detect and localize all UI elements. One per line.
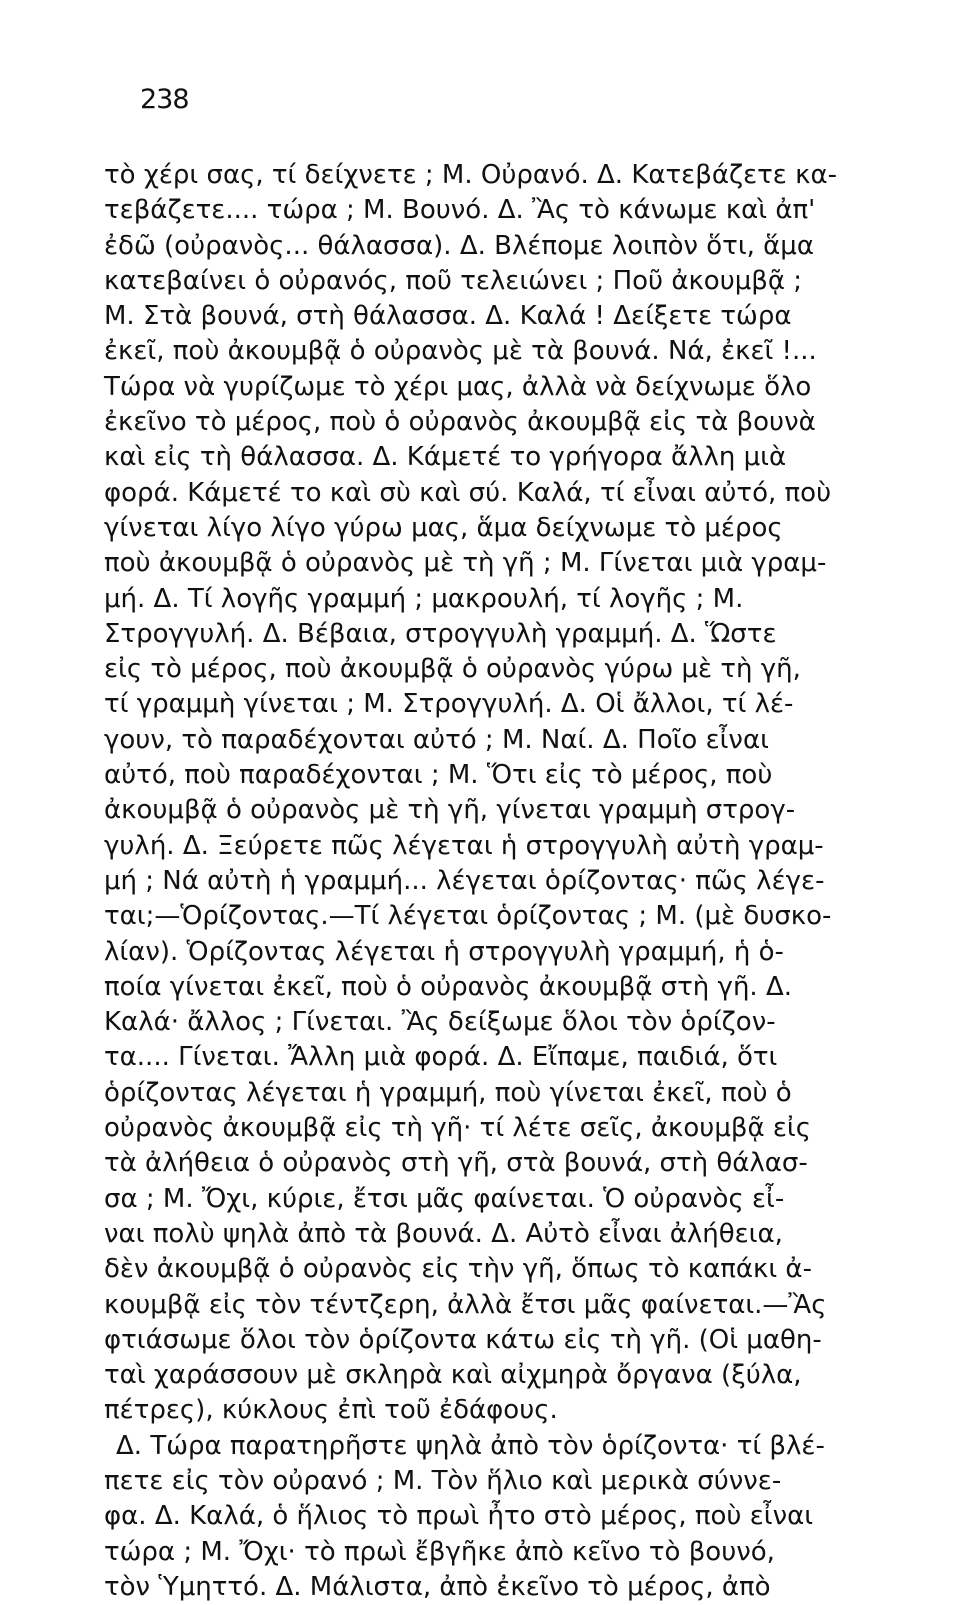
text-line: πετε εἰς τὸν οὐρανό ; Μ. Τὸν ἥλιο καὶ μερικὰ σύννε- — [104, 1465, 782, 1496]
text-line: τὸν Ὑμηττό. Δ. Μάλιστα, ἀπὸ ἐκεῖνο τὸ μέρος, ἀπὸ — [104, 1571, 771, 1602]
text-line: γίνεται λίγο λίγο γύρω μας, ἅμα δείχνωμε τὸ μέρος — [104, 512, 783, 543]
text-line: μή. Δ. Τί λογῆς γραμμή ; μακρουλή, τί λογῆς ; Μ. — [104, 583, 744, 614]
text-line: τεβάζετε.... τώρα ; Μ. Βουνό. Δ. Ἂς τὸ κάνωμε καὶ ἀπ' — [104, 195, 816, 226]
text-line: τὸ χέρι σας, τί δείχνετε ; Μ. Οὐρανό. Δ. Κατεβάζετε κα- — [104, 160, 837, 190]
text-line: ἐκεῖ, ποὺ ἀκουμβᾷ ὁ οὐρανὸς μὲ τὰ βουνά. Νά, ἐκεῖ !... — [104, 336, 817, 367]
text-line: Καλά· ἄλλος ; Γίνεται. Ἂς δείξωμε ὅλοι τὸν ὁρίζον- — [104, 1007, 776, 1038]
text-line: φα. Δ. Καλά, ὁ ἥλιος τὸ πρωὶ ἦτο στὸ μέρος, ποὺ εἶναι — [104, 1501, 814, 1532]
text-line: λίαν). Ὁρίζοντας λέγεται ἡ στρογγυλὴ γραμμή, ἡ ὁ- — [104, 936, 784, 967]
text-line: κατεβαίνει ὁ οὐρανός, ποῦ τελειώνει ; Ποῦ ἀκουμβᾷ ; — [104, 265, 803, 296]
text-line: ὁρίζοντας λέγεται ἡ γραμμή, ποὺ γίνεται ἐκεῖ, ποὺ ὁ — [104, 1077, 792, 1108]
text-line: Στρογγυλή. Δ. Βέβαια, στρογγυλὴ γραμμή. Δ. Ὥστε — [104, 618, 777, 649]
text-line: τὰ ἀλήθεια ὁ οὐρανὸς στὴ γῆ, στὰ βουνά, στὴ θάλασ- — [104, 1148, 808, 1179]
text-line: μή ; Νά αὐτὴ ἡ γραμμή... λέγεται ὁρίζοντας· πῶς λέγε- — [104, 865, 825, 896]
text-line: ταὶ χαράσσουν μὲ σκληρὰ καὶ αἰχμηρὰ ὄργανα (ξύλα, — [104, 1360, 802, 1391]
text-line: καὶ εἰς τὴ θάλασσα. Δ. Κάμετέ το γρήγορα ἄλλη μιὰ — [104, 442, 787, 473]
text-line: πέτρες), κύκλους ἐπὶ τοῦ ἐδάφους. — [104, 1395, 558, 1426]
page-number: 238 — [140, 84, 189, 115]
text-line: αὐτό, ποὺ παραδέχονται ; Μ. Ὅτι εἰς τὸ μέρος, ποὺ — [104, 760, 773, 791]
text-line: Μ. Στὰ βουνά, στὴ θάλασσα. Δ. Καλά ! Δείξετε τώρα — [104, 301, 792, 332]
text-line: ποὺ ἀκουμβᾷ ὁ οὐρανὸς μὲ τὴ γῆ ; Μ. Γίνεται μιὰ γραμ- — [104, 548, 827, 579]
text-line: κουμβᾷ εἰς τὸν τέντζερη, ἀλλὰ ἔτσι μᾶς φαίνεται.—Ἂς — [104, 1289, 827, 1320]
text-line: ἀκουμβᾷ ὁ οὐρανὸς μὲ τὴ γῆ, γίνεται γραμμὴ στρογ- — [104, 795, 796, 826]
text-line: ποία γίνεται ἐκεῖ, ποὺ ὁ οὐρανὸς ἀκουμβᾷ στὴ γῆ. Δ. — [104, 971, 792, 1002]
text-line: Τώρα νὰ γυρίζωμε τὸ χέρι μας, ἀλλὰ νὰ δείχνωμε ὅλο — [104, 371, 812, 402]
text-line: ται;—Ὁρίζοντας.—Τί λέγεται ὁρίζοντας ; Μ. (μὲ δυσκο- — [104, 901, 832, 932]
text-line: φορά. Κάμετέ το καὶ σὺ καὶ σύ. Καλά, τί εἶναι αὐτό, ποὺ — [104, 477, 832, 508]
text-line: τα.... Γίνεται. Ἄλλη μιὰ φορά. Δ. Εἴπαμε, παιδιά, ὅτι — [104, 1042, 778, 1073]
text-line: ἐκεῖνο τὸ μέρος, ποὺ ὁ οὐρανὸς ἀκουμβᾷ εἰς τὰ βουνὰ — [104, 407, 816, 438]
body-text — [104, 158, 894, 1605]
text-line: δὲν ἀκουμβᾷ ὁ οὐρανὸς εἰς τὴν γῆ, ὅπως τὸ καπάκι ἀ- — [104, 1254, 812, 1285]
text-line: οὐρανὸς ἀκουμβᾷ εἰς τὴ γῆ· τί λέτε σεῖς, ἀκουμβᾷ εἰς — [104, 1113, 811, 1144]
text-line: γυλή. Δ. Ξεύρετε πῶς λέγεται ἡ στρογγυλὴ αὐτὴ γραμ- — [104, 830, 824, 861]
text-line: γουν, τὸ παραδέχονται αὐτό ; Μ. Ναί. Δ. Ποῖο εἶναι — [104, 724, 769, 755]
text-line: τώρα ; Μ. Ὄχι· τὸ πρωὶ ἔβγῆκε ἀπὸ κεῖνο τὸ βουνό, — [104, 1536, 775, 1567]
text-line: εἰς τὸ μέρος, ποὺ ἀκουμβᾷ ὁ οὐρανὸς γύρω μὲ τὴ γῆ, — [104, 654, 801, 685]
text-line: τί γραμμὴ γίνεται ; Μ. Στρογγυλή. Δ. Οἱ ἄλλοι, τί λέ- — [104, 689, 794, 720]
text-line: φτιάσωμε ὅλοι τὸν ὁρίζοντα κάτω εἰς τὴ γῆ. (Οἱ μαθη- — [104, 1324, 822, 1355]
text-line: ναι πολὺ ψηλὰ ἀπὸ τὰ βουνά. Δ. Αὐτὸ εἶναι ἀλήθεια, — [104, 1218, 783, 1249]
text-line: σα ; Μ. Ὄχι, κύριε, ἔτσι μᾶς φαίνεται. Ὁ οὐρανὸς εἶ- — [104, 1183, 785, 1214]
text-line: ἐδῶ (οὐρανὸς... θάλασσα). Δ. Βλέπομε λοιπὸν ὅτι, ἅμα — [104, 230, 814, 261]
text-line: Δ. Τώρα παρατηρῆστε ψηλὰ ἀπὸ τὸν ὁρίζοντα· τί βλέ- — [116, 1430, 825, 1461]
